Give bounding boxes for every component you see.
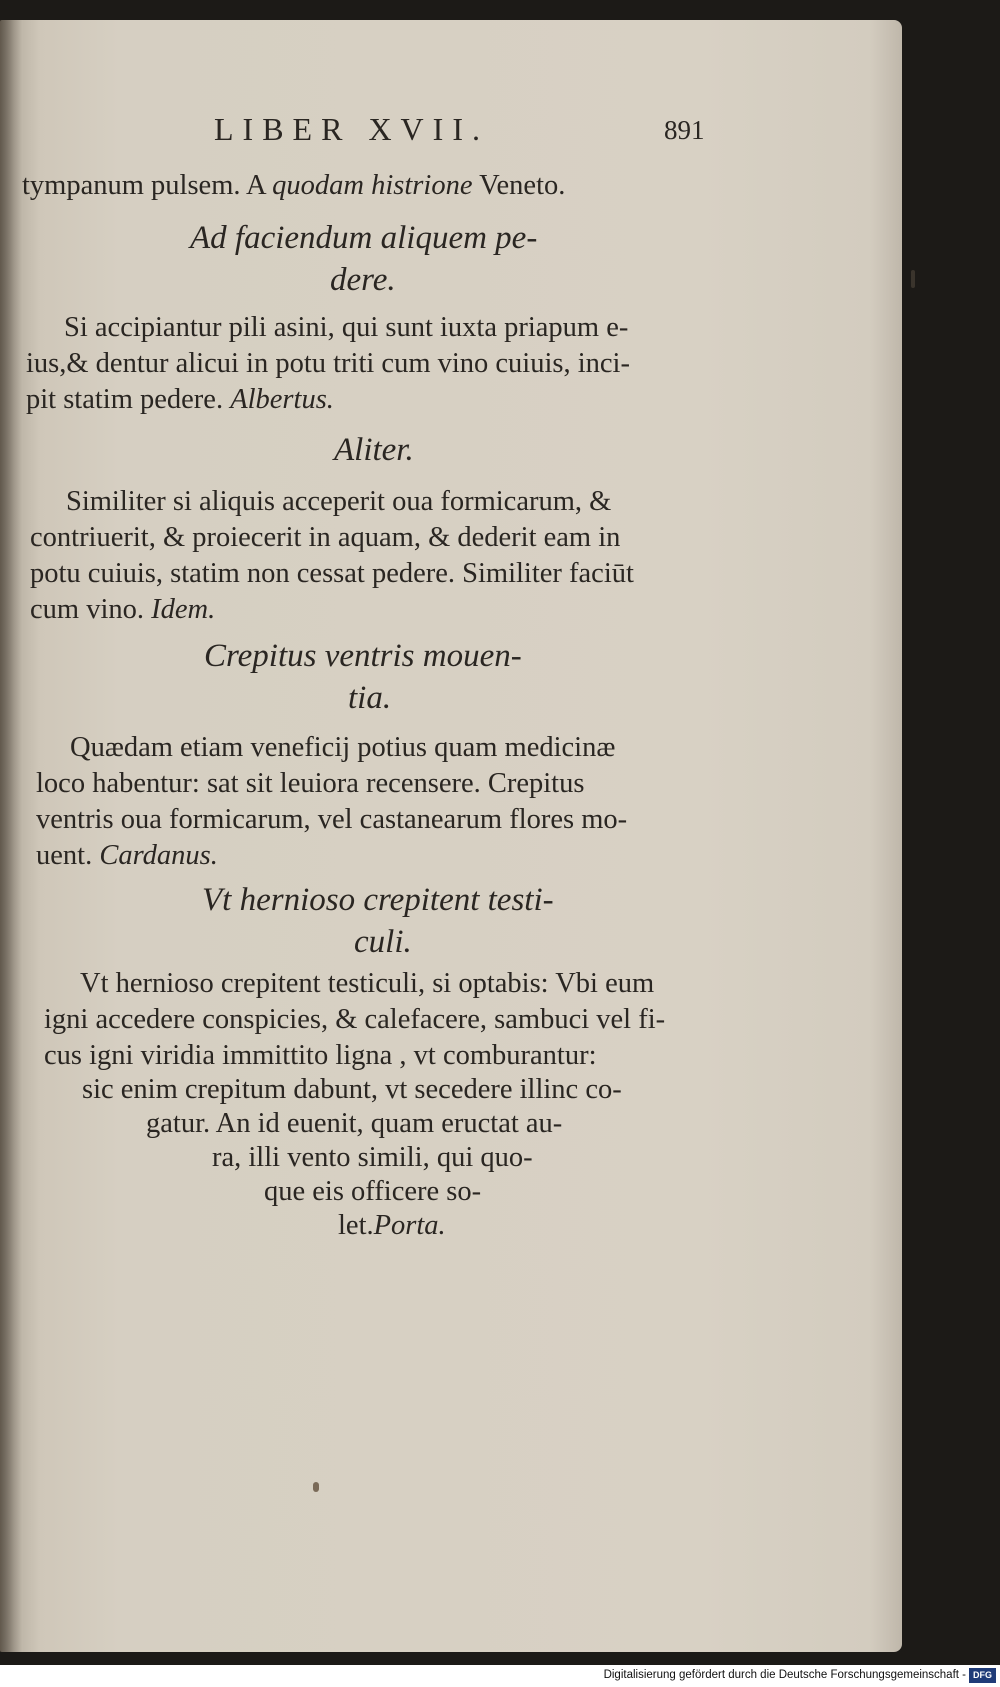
section-4-source: Porta. [373,1210,446,1241]
footer-credit-text: Digitalisierung gefördert durch die Deutsche Forschungsgemeinschaft - [603,1669,966,1681]
section-3-body-line [36,842,218,871]
section-2-source: Idem. [151,594,216,625]
section-3-body-line: loco habentur: sat sit leuiora recensere. Crepitus [36,768,585,799]
page-number: 891 [664,115,705,145]
section-4-body-line: que eis officere so- [264,1176,482,1207]
section-3-body-line: ventris oua formicarum, vel castanearum flores mo- [36,804,628,835]
opening-line-italic: quodam histrione [272,170,473,201]
section-2-body-line [30,596,215,625]
section-4-body-text: let. [338,1210,374,1241]
section-4-body-line: Vt hernioso crepitent testiculi, si optabis: Vbi eum [80,968,655,999]
section-1-body-line [26,386,334,415]
section-2-heading: Aliter. [334,432,414,468]
section-4-body-line: igni accedere conspicies, & calefacere, sambuci vel fi- [44,1004,666,1035]
section-3-heading-cont: tia. [348,680,392,716]
section-3-heading: Crepitus ventris mouen- [204,638,522,674]
section-1-body-text: pit statim pedere. [26,384,224,415]
opening-line-end: Veneto. [479,170,566,201]
section-2-body-line: contriuerit, & proiecerit in aquam, & dederit eam in [30,522,621,553]
opening-line-text: tympanum pulsem. A [22,170,266,201]
section-3-body-text: uent. [36,840,93,871]
section-3-source: Cardanus. [99,840,218,871]
ink-mark [911,270,915,288]
section-2-body-text: cum vino. [30,594,144,625]
dfg-logo: DFG [969,1668,996,1683]
section-4-body-line: gatur. An id euenit, quam eructat au- [146,1108,563,1139]
section-2-body-line: potu cuiuis, statim non cessat pedere. Similiter faciūt [30,558,634,589]
section-1-heading-cont: dere. [330,262,396,298]
digitization-footer [0,1665,1000,1687]
section-3-body-line: Quædam etiam veneficij potius quam medicinæ [70,732,616,763]
section-4-body-line: cus igni viridia immittito ligna , vt comburantur: [44,1040,597,1071]
section-2-body-line: Similiter si aliquis acceperit oua formicarum, & [66,486,612,517]
opening-line [22,172,565,201]
ink-stain [313,1482,319,1492]
section-1-source: Albertus. [230,384,334,415]
running-header: LIBER XVII. [214,111,489,147]
section-1-heading: Ad faciendum aliquem pe- [190,220,538,256]
section-1-body-line: Si accipiantur pili asini, qui sunt iuxta priapum e- [64,312,629,343]
section-4-heading-cont: culi. [354,924,412,960]
section-4-body-line: sic enim crepitum dabunt, vt secedere illinc co- [82,1074,622,1105]
section-1-body-line: ius,& dentur alicui in potu triti cum vino cuiuis, inci- [26,348,630,379]
section-4-heading: Vt hernioso crepitent testi- [202,882,554,918]
section-4-body-line: ra, illi vento simili, qui quo- [212,1142,533,1173]
book-page [0,20,902,1652]
section-4-body-line [338,1212,446,1241]
